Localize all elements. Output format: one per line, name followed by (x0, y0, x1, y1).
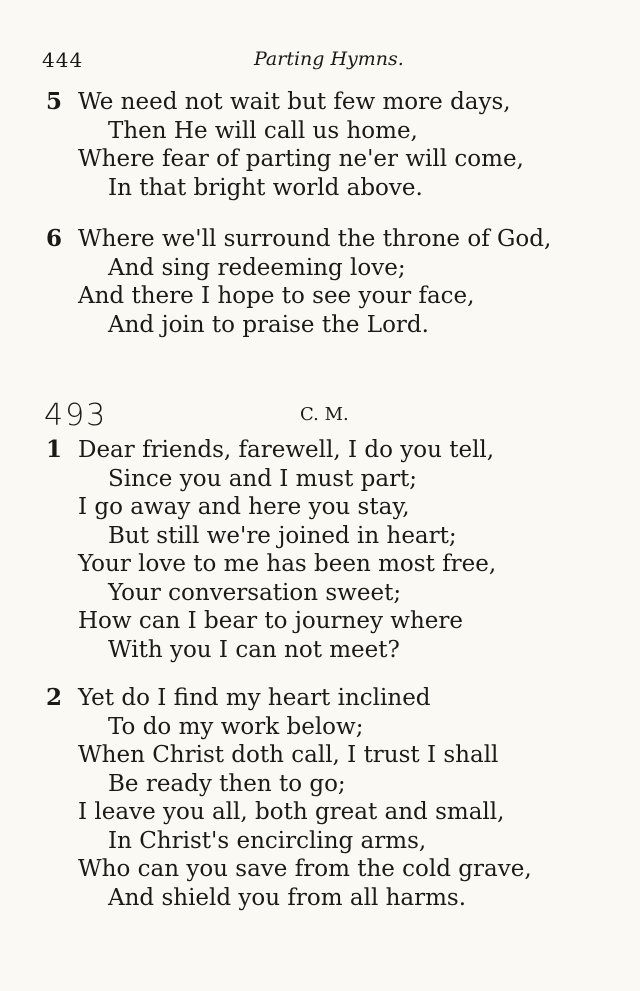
verse-line: Your conversation sweet; (108, 579, 402, 606)
verse-line: And shield you from all harms. (108, 884, 467, 911)
verse-line: I leave you all, both great and small, (78, 799, 505, 825)
hymn-heading (44, 398, 604, 432)
verse-line: Since you and I must part; (108, 465, 418, 492)
verse-line: I go away and here you stay, (78, 494, 410, 520)
verse-number: 5 (46, 88, 63, 115)
verse-line: Your love to me has been most free, (78, 551, 497, 577)
verse-line: And join to praise the Lord. (108, 311, 429, 338)
verse-line: How can I bear to journey where (78, 608, 464, 634)
verse-line: In that bright world above. (108, 174, 423, 201)
verse-1 (46, 436, 606, 664)
verse-line: 2 Yet do I find my heart inclined (46, 684, 431, 711)
verse-line: When Christ doth call, I trust I shall (78, 742, 499, 768)
verse-line: With you I can not meet? (108, 636, 400, 663)
verse-5 (46, 88, 606, 202)
verse-line: 1 Dear friends, farewell, I do you tell, (46, 436, 495, 463)
verse-number: 1 (46, 436, 63, 463)
hymn-number: 493 (44, 398, 108, 433)
verse-line: To do my work below; (108, 713, 364, 740)
verse-6 (46, 225, 606, 339)
verse-number: 2 (46, 684, 63, 711)
verse-line: In Christ's encircling arms, (108, 827, 427, 854)
verse-2 (46, 684, 606, 912)
verse-line: Then He will call us home, (108, 117, 418, 144)
verse-line: 6 Where we'll surround the throne of God, (46, 225, 552, 252)
verse-line: And there I hope to see your face, (78, 283, 475, 309)
page-number: 444 (42, 48, 84, 72)
verse-line: But still we're joined in heart; (108, 522, 457, 549)
verse-line: Be ready then to go; (108, 770, 346, 797)
page-header (42, 48, 582, 78)
verse-line: Who can you save from the cold grave, (78, 856, 532, 882)
hymn-meter: C. M. (300, 404, 349, 425)
verse-line: 5 We need not wait but few more days, (46, 88, 511, 115)
running-title: Parting Hymns. (254, 48, 404, 70)
verse-number: 6 (46, 225, 63, 252)
verse-line: Where fear of parting ne'er will come, (78, 146, 524, 172)
verse-line: And sing redeeming love; (108, 254, 406, 281)
